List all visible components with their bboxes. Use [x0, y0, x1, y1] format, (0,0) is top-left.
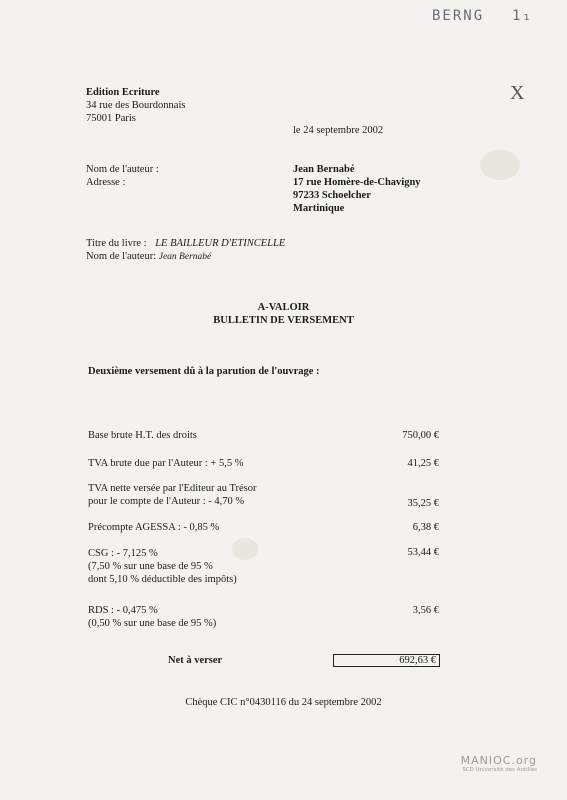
author-city: 97233 Schoelcher — [293, 190, 371, 201]
heading-bulletin: BULLETIN DE VERSEMENT — [213, 315, 354, 326]
row-base-label: Base brute H.T. des droits — [88, 430, 197, 441]
row-base-amount: 750,00 € — [402, 430, 439, 441]
row-rds-amount: 3,56 € — [412, 605, 439, 616]
handwritten-number: 1₁ — [512, 8, 533, 24]
row-agessa-label: Précompte AGESSA : - 0,85 % — [88, 522, 220, 533]
book-author: Jean Bernabé — [158, 252, 212, 262]
row-tva-brute-label: TVA brute due par l'Auteur : + 5,5 % — [88, 458, 244, 469]
author-country: Martinique — [293, 203, 345, 214]
handwritten-reference: BERNG — [432, 8, 485, 24]
sender-street: 34 rue des Bourdonnais — [86, 100, 186, 111]
row-tva-nette-label-2: pour le compte de l'Auteur : - 4,70 % — [88, 496, 245, 507]
address-label: Adresse : — [86, 177, 126, 188]
letter-date: le 24 septembre 2002 — [293, 125, 384, 136]
row-rds-label-2: (0,50 % sur une base de 95 %) — [88, 618, 217, 629]
paper-stain — [232, 538, 258, 560]
row-tva-nette-amount: 35,25 € — [407, 498, 439, 509]
row-csg-label-3: dont 5,10 % déductible des impôts) — [88, 574, 237, 585]
sender-company: Edition Ecriture — [86, 87, 160, 98]
cheque-reference: Chèque CIC n°0430116 du 24 septembre 2002 — [185, 697, 382, 708]
book-author-line — [86, 251, 211, 263]
manioc-subtitle: SCD Université des Antilles — [462, 767, 537, 773]
payment-subheading: Deuxième versement dû à la parution de l'ouvrage : — [88, 366, 320, 377]
book-title-line — [86, 238, 285, 250]
row-csg-label-1: CSG : - 7,125 % — [88, 548, 158, 559]
row-tva-brute-amount: 41,25 € — [407, 458, 439, 469]
manioc-logo: MANIOC.org — [460, 754, 537, 767]
handwritten-cross-mark: X — [510, 82, 525, 104]
row-agessa-amount: 6,38 € — [412, 522, 439, 533]
heading-a-valoir: A-VALOIR — [257, 302, 310, 313]
net-amount-box — [333, 654, 440, 667]
row-csg-label-2: (7,50 % sur une base de 95 % — [88, 561, 213, 572]
book-author-label: Nom de l'auteur: — [86, 251, 157, 262]
author-name: Jean Bernabé — [293, 164, 355, 175]
sender-city: 75001 Paris — [86, 113, 136, 124]
book-title: LE BAILLEUR D'ETINCELLE — [155, 238, 286, 249]
net-label: Net à verser — [168, 655, 223, 666]
row-tva-nette-label-1: TVA nette versée par l'Editeur au Trésor — [88, 483, 257, 494]
paper-stain — [480, 150, 520, 180]
row-csg-amount: 53,44 € — [407, 547, 439, 558]
author-name-label: Nom de l'auteur : — [86, 164, 159, 175]
author-street: 17 rue Homère-de-Chavigny — [293, 177, 421, 188]
net-amount: 692,63 € — [399, 655, 436, 666]
row-rds-label-1: RDS : - 0,475 % — [88, 605, 158, 616]
book-title-label: Titre du livre : — [86, 238, 147, 249]
